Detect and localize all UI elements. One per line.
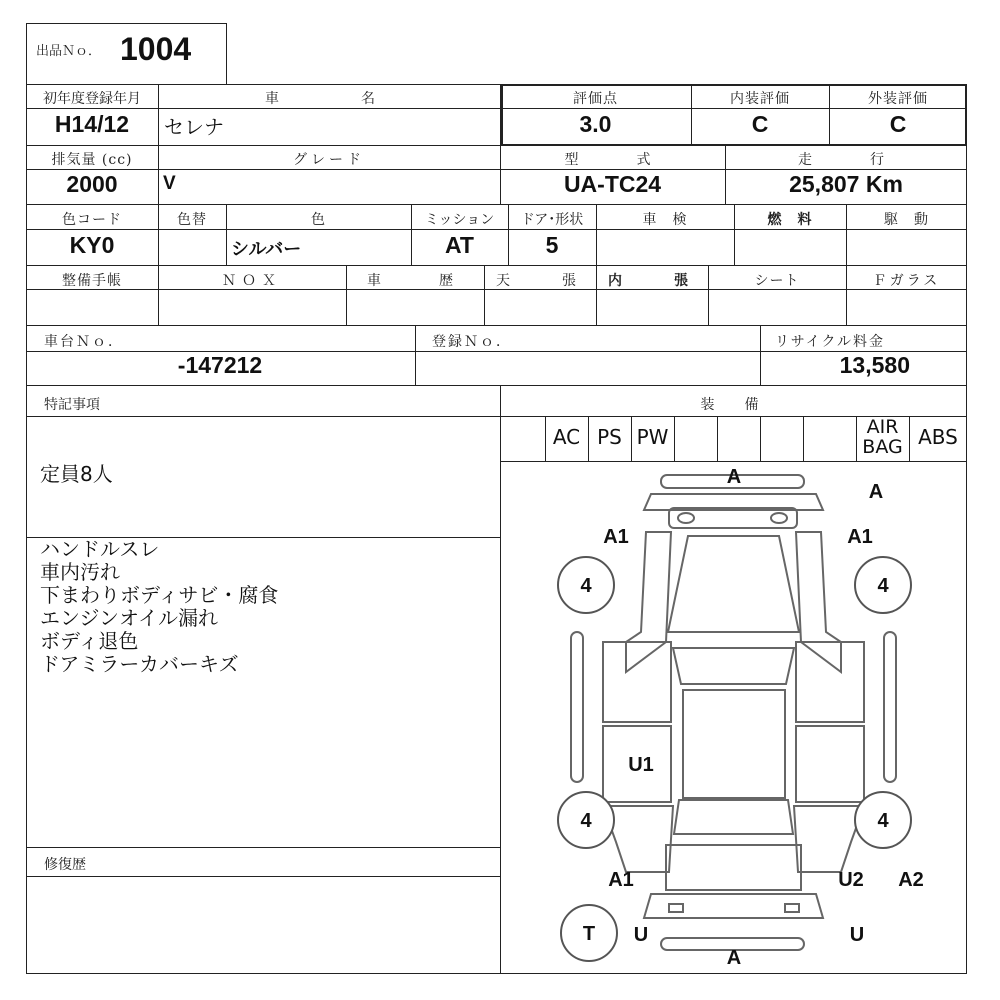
car-diagram [501,462,966,973]
damage-mark: U [633,924,649,946]
score-label: 評価点 [573,91,618,107]
notes-top-line: 定員8人 [40,462,113,486]
lot-number: 1004 [120,31,192,67]
chassis-value: -147212 [177,352,263,378]
notes-label: 特記事項 [44,397,100,413]
color-label: 色 [311,212,326,228]
repair-label: 修復歴 [44,857,86,873]
car-name-label: 車 名 [265,91,393,107]
recycle-value: 13,580 [839,352,910,378]
exterior-value: C [889,111,907,137]
interior-value: C [751,111,769,137]
drive-label: 駆 動 [884,212,929,228]
color-change-label: 色替 [177,212,207,228]
door-label: ドア･形状 [520,212,584,228]
grade-value: V [163,173,176,194]
seat-label: シート [754,273,800,289]
notes-line: ハンドルスレ [40,537,160,561]
car-name-value: セレナ [164,115,224,139]
maintenance-label: 整備手帳 [62,273,122,289]
color-value: シルバー [231,239,302,260]
registration-label: 登録Ｎｏ． [432,334,512,350]
displacement-value: 2000 [66,171,118,197]
tire-value: 4 [877,575,889,597]
model-label: 型 式 [564,152,661,168]
glass-label: Ｆガラス [872,273,941,289]
inspection-label: 車 検 [642,212,688,228]
notes-list [40,538,278,676]
mileage-value: 25,807 Km [789,171,903,197]
interior-label: 内装評価 [730,91,790,107]
displacement-label: 排気量 (cc) [51,152,133,168]
tire-value: 4 [877,810,889,832]
tire-value: 4 [580,810,592,832]
interior-trim-label: 内 張 [608,273,696,289]
damage-mark: A1 [847,526,873,548]
transmission-label: ミッション [424,212,495,228]
damage-mark: A [726,947,742,969]
transmission-value: AT [445,232,474,258]
fuel-label: 燃 料 [767,212,813,228]
damage-mark: U [849,924,865,946]
color-code-value: KY0 [69,232,115,258]
model-value: UA-TC24 [563,171,662,197]
damage-mark: A [868,481,884,503]
history-label: 車 歴 [367,273,463,289]
notes-line: ボディ退色 [40,629,139,653]
score-value: 3.0 [579,111,612,137]
notes-line: エンジンオイル漏れ [40,606,218,630]
reg-year-value: H14/12 [54,111,130,137]
chassis-label: 車台Ｎｏ． [44,334,124,350]
headliner-label: 天 張 [496,273,584,289]
grade-label: グレード [293,152,365,168]
notes-line: ドアミラーカバーキズ [40,652,239,676]
notes-line: 下まわりボディサビ・腐食 [40,583,279,607]
color-code-label: 色コード [62,212,122,228]
tire-value: T [582,923,596,945]
equip-ac: AC [552,425,581,449]
equip-abs: ABS [918,425,958,449]
tire-value: 4 [580,575,592,597]
damage-mark: A1 [603,526,629,548]
equip-airbag: AIR BAG [862,416,903,458]
reg-year-label: 初年度登録年月 [43,91,141,107]
nox-label: ＮＯＸ [222,273,282,289]
notes-line: 車内汚れ [40,560,120,584]
lot-label: 出品Ｎｏ． [36,44,102,59]
exterior-label: 外装評価 [868,91,928,107]
damage-mark: A [726,466,742,488]
damage-mark: A1 [608,869,634,891]
equip-ps: PS [597,425,622,449]
equipment-label: 装 備 [700,397,767,413]
damage-mark: U2 [838,869,864,891]
mileage-label: 走 行 [798,152,894,168]
equip-pw: PW [636,425,669,449]
damage-mark: U1 [628,754,654,776]
recycle-label: リサイクル料金 [775,334,886,350]
door-value: 5 [545,232,559,258]
damage-mark: A2 [898,869,924,891]
